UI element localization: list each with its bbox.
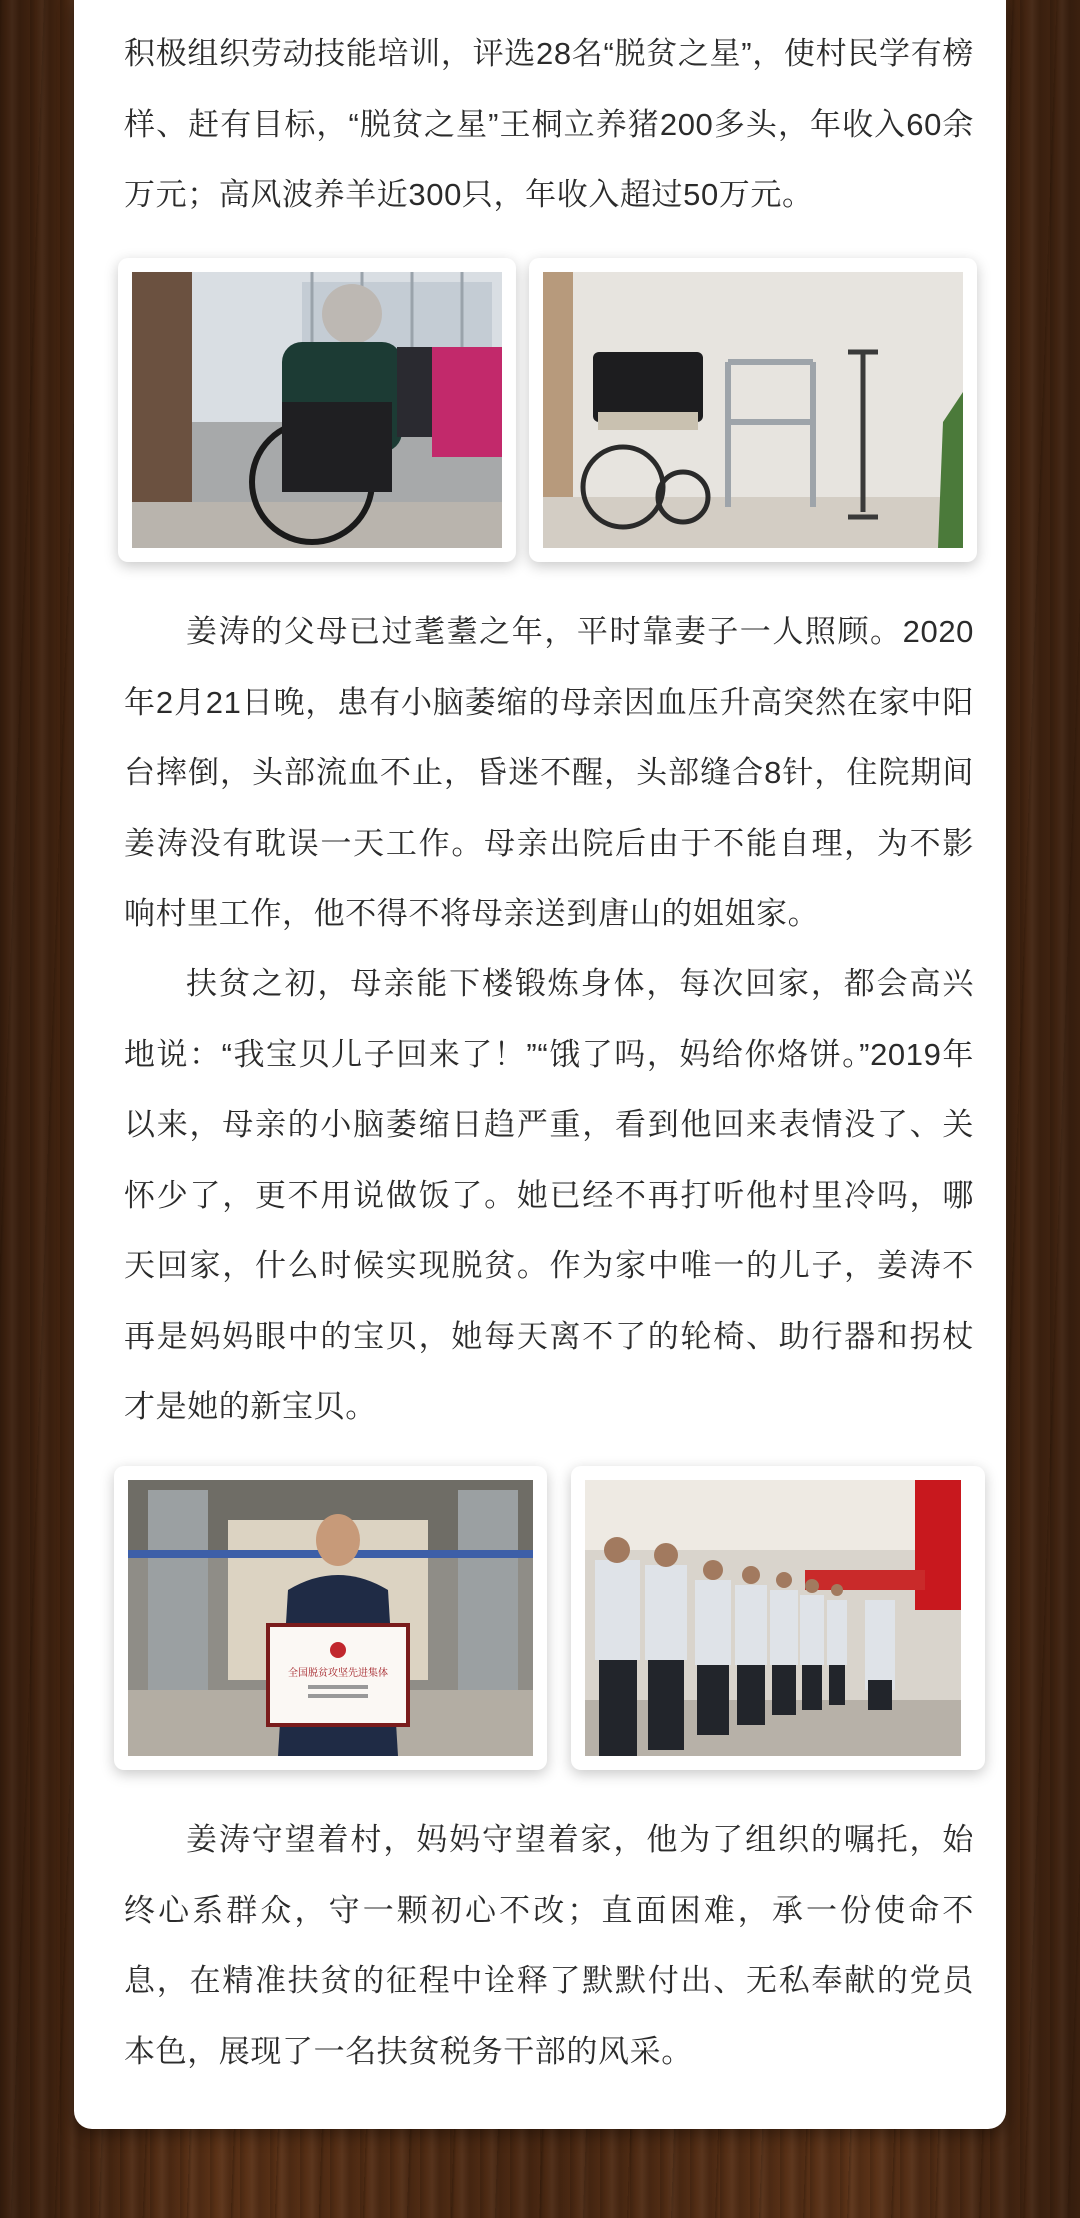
- photo-officer-with-certificate: [128, 1480, 533, 1756]
- paragraph-parents: 姜涛的父母已过耄耋之年，平时靠妻子一人照顾。2020年2月21日晚，患有小脑萎缩的母亲因血压升高突然在家中阳台摔倒，头部流血不止，昏迷不醒，头部缝合8针，住院期间姜涛没有耽误一天工作。母亲出院后由于不能自理，为不影响村里工作，他不得不将母亲送到唐山的姐姐家。: [124, 614, 974, 931]
- photo-wheelchair-walker-cane: [543, 272, 963, 548]
- photo-elder-in-wheelchair: [132, 272, 502, 548]
- photo-group-taking-oath: [585, 1480, 961, 1756]
- paragraph-closing: 姜涛守望着村，妈妈守望着家，他为了组织的嘱托，始终心系群众，守一颗初心不改；直面困难，承一份使命不息，在精准扶贫的征程中诠释了默默付出、无私奉献的党员本色，展现了一名扶贫税务干部的风采。: [124, 1822, 974, 2069]
- photo-frame-wheelchair-elder: [118, 258, 516, 562]
- photo-frame-mobility-aids: [529, 258, 977, 562]
- photo-frame-oath: [571, 1466, 985, 1770]
- certificate-caption: 全国脱贫攻坚先进集体: [288, 1668, 388, 1679]
- article-card: [74, 0, 1006, 2129]
- paragraph-training: 积极组织劳动技能培训，评选28名“脱贫之星”，使村民学有榜样、赶有目标，“脱贫之星”王桐立养猪200多头，年收入60余万元；高风波养羊近300只，年收入超过50万元。: [124, 36, 974, 212]
- photo-frame-award: [114, 1466, 547, 1770]
- paragraph-mother: 扶贫之初，母亲能下楼锻炼身体，每次回家，都会高兴地说：“我宝贝儿子回来了！”“饿了吗，妈给你烙饼。”2019年以来，母亲的小脑萎缩日趋严重，看到他回来表情没了、关怀少了，更不用说做饭了。她已经不再打听他村里冷吗，哪天回家，什么时候实现脱贫。作为家中唯一的儿子，姜涛不再是妈妈眼中的宝贝，她每天离不了的轮椅、助行器和拐杖才是她的新宝贝。: [124, 966, 974, 1424]
